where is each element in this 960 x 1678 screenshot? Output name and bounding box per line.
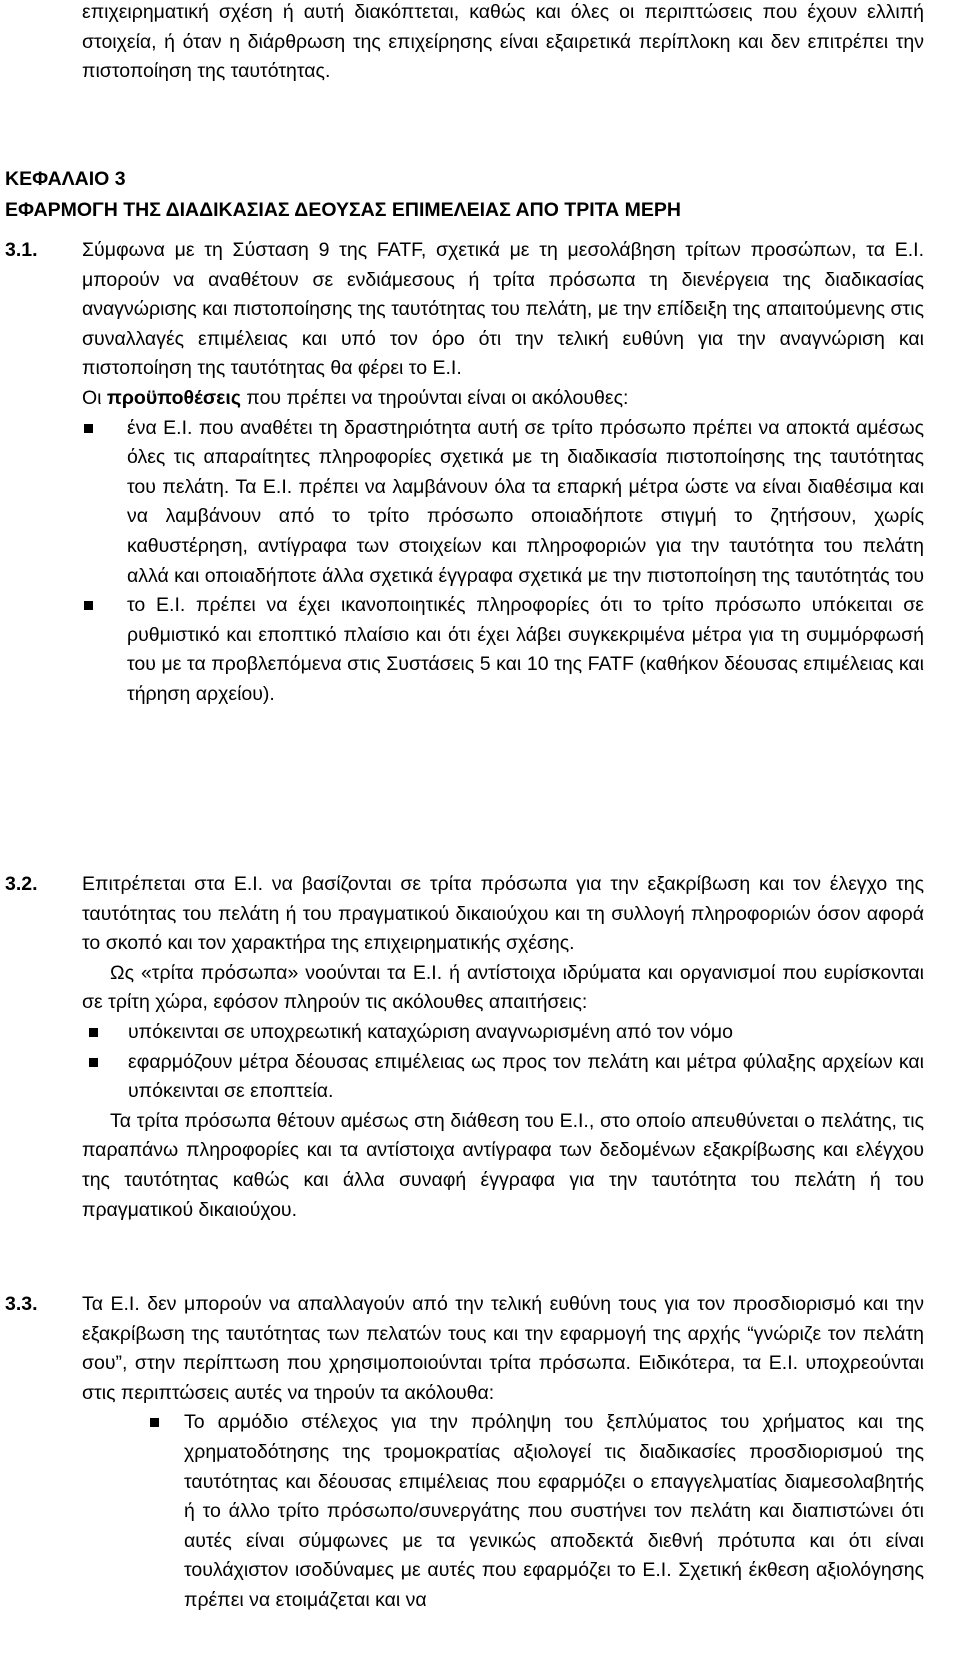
list-item: Το αρμόδιο στέλεχος για την πρόληψη του ξεπλύματος του χρήματος και της χρηματοδότησης της τρομοκρατίας αξιολογεί τις διαδικασίες προσδιορισμού της ταυτότητας και δέουσας επιμέλειας που εφαρμόζει ο επαγγελματίας διαμεσολαβητής ή το άλλο τρίτο πρόσωπο/συνεργάτης που συστήνει τον πελάτη και διαπιστώνει ότι αυτές είναι σύμφωνες με τα γενικώς αποδεκτά διεθνή πρότυπα και ότι είναι τουλάχιστον ισοδύναμες με αυτές που εφαρμόζει το Ε.Ι. Σχετική έκθεση αξιολόγησης πρέπει να ετοιμάζεται και να [147,1408,924,1615]
conditions-list [77,414,924,710]
square-bullet-icon [84,424,93,433]
conditions-intro [82,384,924,414]
intro-paragraph: επιχειρηματική σχέση ή αυτή διακόπτεται, καθώς και όλες οι περιπτώσεις που έχουν ελλιπή στοιχεία, ή όταν η διάρθρωση της επιχείρησης είναι εξαιρετικά περίπλοκη και δεν επιτρέπει την πιστοποίηση της ταυτότητας. [82,1,924,83]
chapter-title: ΕΦΑΡΜΟΓΗ ΤΗΣ ΔΙΑΔΙΚΑΣΙΑΣ ΔΕΟΥΣΑΣ ΕΠΙΜΕΛΕΙΑΣ ΑΠΟ ΤΡΙΤΑ ΜΕΡΗ [5,199,681,221]
section-3-1 [5,236,924,710]
square-bullet-icon [150,1418,159,1427]
list-item: εφαρμόζουν μέτρα δέουσας επιμέλειας ως προς τον πελάτη και μέτρα φύλαξης αρχείων και υπόκεινται σε εποπτεία. [82,1048,924,1107]
list-item: το Ε.Ι. πρέπει να έχει ικανοποιητικές πληροφορίες ότι το τρίτο πρόσωπο υπόκειται σε ρυθμιστικό και εποπτικό πλαίσιο και ότι έχει λάβει συγκεκριμένα μέτρα για τη συμμόρφωσή του με τα προβλεπόμενα στις Συστάσεις 5 και 10 της FATF (καθήκον δέουσας επιμέλειας και τήρηση αρχείου). [77,591,924,709]
square-bullet-icon [89,1028,98,1037]
list-item: υπόκεινται σε υποχρεωτική καταχώριση αναγνωρισμένη από τον νόμο [82,1018,924,1048]
square-bullet-icon [84,601,93,610]
section-paragraph: Επιτρέπεται στα Ε.Ι. να βασίζονται σε τρίτα πρόσωπα για την εξακρίβωση και τον έλεγχο της ταυτότητας του πελάτη ή του πραγματικού δικαιούχου και τη συλλογή πληροφοριών όσον αφορά το σκοπό και τον χαρακτήρα της επιχειρηματικής σχέσης. [82,873,924,955]
section-number: 3.3. [5,1293,38,1315]
requirements-list [82,1018,924,1107]
closing-paragraph: Τα τρίτα πρόσωπα θέτουν αμέσως στη διάθεση του Ε.Ι., στο οποίο απευθύνεται ο πελάτης, τις παραπάνω πληροφορίες και τα αντίστοιχα αντίγραφα των δεδομένων εξακρίβωσης και ελέγχου της ταυτότητας καθώς και άλλα συναφή έγγραφα για την ταυτότητα του πελάτη ή του πραγματικού δικαιούχου. [82,1109,924,1221]
list-item: ένα Ε.Ι. που αναθέτει τη δραστηριότητα αυτή σε τρίτο πρόσωπο πρέπει να αποκτά αμέσως όλες τις απαραίτητες πληροφορίες σχετικά με τη διαδικασία πιστοποίησης της ταυτότητας του πελάτη. Τα Ε.Ι. πρέπει να λαμβάνουν όλα τα επαρκή μέτρα ώστε να είναι διαθέσιμα και να λαμβάνουν από το τρίτο πρόσωπο οποιαδήποτε στιγμή το ζητήσουν, χωρίς καθυστέρηση, αντίγραφα των στοιχείων και πληροφοριών για την ταυτότητα του πελάτη αλλά και οποιαδήποτε άλλα σχετικά έγγραφα σχετικά με την πιστοποίηση της ταυτότητάς του [77,414,924,592]
chapter-label: ΚΕΦΑΛΑΙΟ 3 [5,168,126,190]
square-bullet-icon [89,1058,98,1067]
section-number: 3.2. [5,873,38,895]
conditions-suffix: που πρέπει να τηρούνται είναι οι ακόλουθες: [240,386,629,409]
section-3-3 [5,1290,924,1616]
section-number: 3.1. [5,239,38,261]
section-paragraph: Τα Ε.Ι. δεν μπορούν να απαλλαγούν από την τελική ευθύνη τους για τον προσδιορισμό και την εξακρίβωση της ταυτότητας των πελατών τους και την εφαρμογή της αρχής “γνώριζε τον πελάτη σου”, στην περίπτωση που χρησιμοποιούνται τρίτα πρόσωπα. Ειδικότερα, τα Ε.Ι. υποχρεούνται στις περιπτώσεις αυτές να τηρούν τα ακόλουθα: [82,1293,924,1404]
definition-paragraph: Ως «τρίτα πρόσωπα» νοούνται τα Ε.Ι. ή αντίστοιχα ιδρύματα και οργανισμοί που ευρίσκονται σε τρίτη χώρα, εφόσον πληρούν τις ακόλουθες απαιτήσεις: [82,961,924,1014]
obligations-list [147,1408,924,1615]
conditions-prefix: Οι [82,386,107,409]
section-3-2 [5,870,924,1225]
section-paragraph: Σύμφωνα με τη Σύσταση 9 της FATF, σχετικά με τη μεσολάβηση τρίτων προσώπων, τα Ε.Ι. μπορούν να αναθέτουν σε ενδιάμεσους ή τρίτα πρόσωπα τη διενέργεια της διαδικασίας αναγνώρισης και πιστοποίησης της ταυτότητας του πελάτη, με την επίδειξη της απαιτούμενης στις συναλλαγές επιμέλειας και υπό τον όρο ότι την τελική ευθύνη για την αναγνώριση και πιστοποίηση της ταυτότητας θα φέρει το Ε.Ι. [82,239,924,380]
chapter-heading [5,164,905,226]
conditions-keyword: προϋποθέσεις [106,386,241,409]
